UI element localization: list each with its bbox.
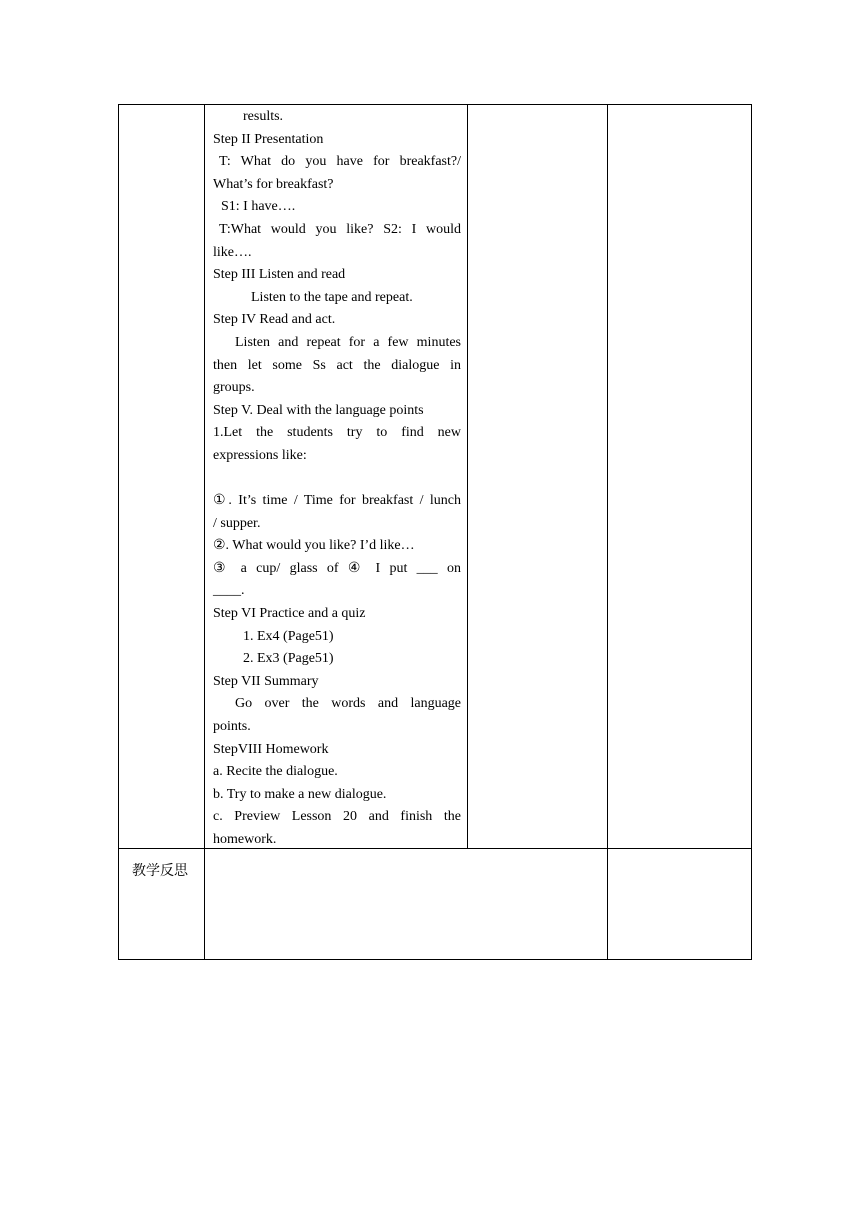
procedure-line: StepVIII Homework bbox=[213, 741, 329, 757]
procedure-line: Step III Listen and read bbox=[213, 267, 346, 283]
procedure-line: S1: I have…. bbox=[221, 199, 296, 215]
teaching-procedure-cell bbox=[213, 106, 461, 852]
procedure-line: T:What would you like? S2: I would bbox=[219, 221, 461, 237]
procedure-line: Step VI Practice and a quiz bbox=[213, 606, 366, 622]
table-col-divider-1 bbox=[204, 104, 205, 960]
procedure-line: a. Recite the dialogue. bbox=[213, 764, 338, 780]
table-col-divider-2 bbox=[467, 104, 468, 849]
procedure-line: homework. bbox=[213, 832, 277, 847]
procedure-line: ____. bbox=[213, 583, 245, 599]
table-left-border bbox=[118, 104, 119, 960]
procedure-line: Listen and repeat for a few minutes bbox=[235, 334, 461, 350]
procedure-line: Step VII Summary bbox=[213, 673, 319, 689]
procedure-line: points. bbox=[213, 719, 251, 735]
procedure-line: / supper. bbox=[213, 515, 261, 531]
procedure-line: ③ a cup/ glass of ④ I put ___ on bbox=[213, 560, 461, 576]
procedure-line: Step V. Deal with the language points bbox=[213, 402, 424, 418]
procedure-line: expressions like: bbox=[213, 447, 307, 463]
procedure-blank-line bbox=[213, 468, 461, 491]
procedure-line: like…. bbox=[213, 244, 252, 260]
procedure-line: Step IV Read and act. bbox=[213, 312, 336, 328]
procedure-line: Go over the words and language bbox=[235, 696, 461, 712]
procedure-line: results. bbox=[243, 109, 284, 124]
procedure-line: What’s for breakfast? bbox=[213, 176, 334, 192]
table-top-border bbox=[118, 104, 752, 105]
procedure-line: c. Preview Lesson 20 and finish the bbox=[213, 809, 461, 825]
procedure-line: then let some Ss act the dialogue in bbox=[213, 357, 461, 373]
procedure-line: b. Try to make a new dialogue. bbox=[213, 786, 387, 802]
procedure-line: 2. Ex3 (Page51) bbox=[243, 651, 334, 667]
procedure-line: groups. bbox=[213, 380, 255, 396]
procedure-line: Listen to the tape and repeat. bbox=[251, 289, 413, 305]
procedure-line: 1.Let the students try to find new bbox=[213, 425, 461, 441]
reflection-label: 教学反思 bbox=[132, 863, 188, 879]
table-right-border bbox=[751, 104, 752, 960]
procedure-line: Step II Presentation bbox=[213, 131, 324, 147]
table-col-divider-3 bbox=[607, 104, 608, 960]
procedure-line: 1. Ex4 (Page51) bbox=[243, 628, 334, 644]
procedure-line: ①. It’s time / Time for breakfast / lunch bbox=[213, 493, 461, 509]
procedure-line: T: What do you have for breakfast?/ bbox=[219, 154, 461, 170]
table-bottom-border bbox=[118, 959, 752, 960]
procedure-line: ②. What would you like? I’d like… bbox=[213, 538, 415, 554]
